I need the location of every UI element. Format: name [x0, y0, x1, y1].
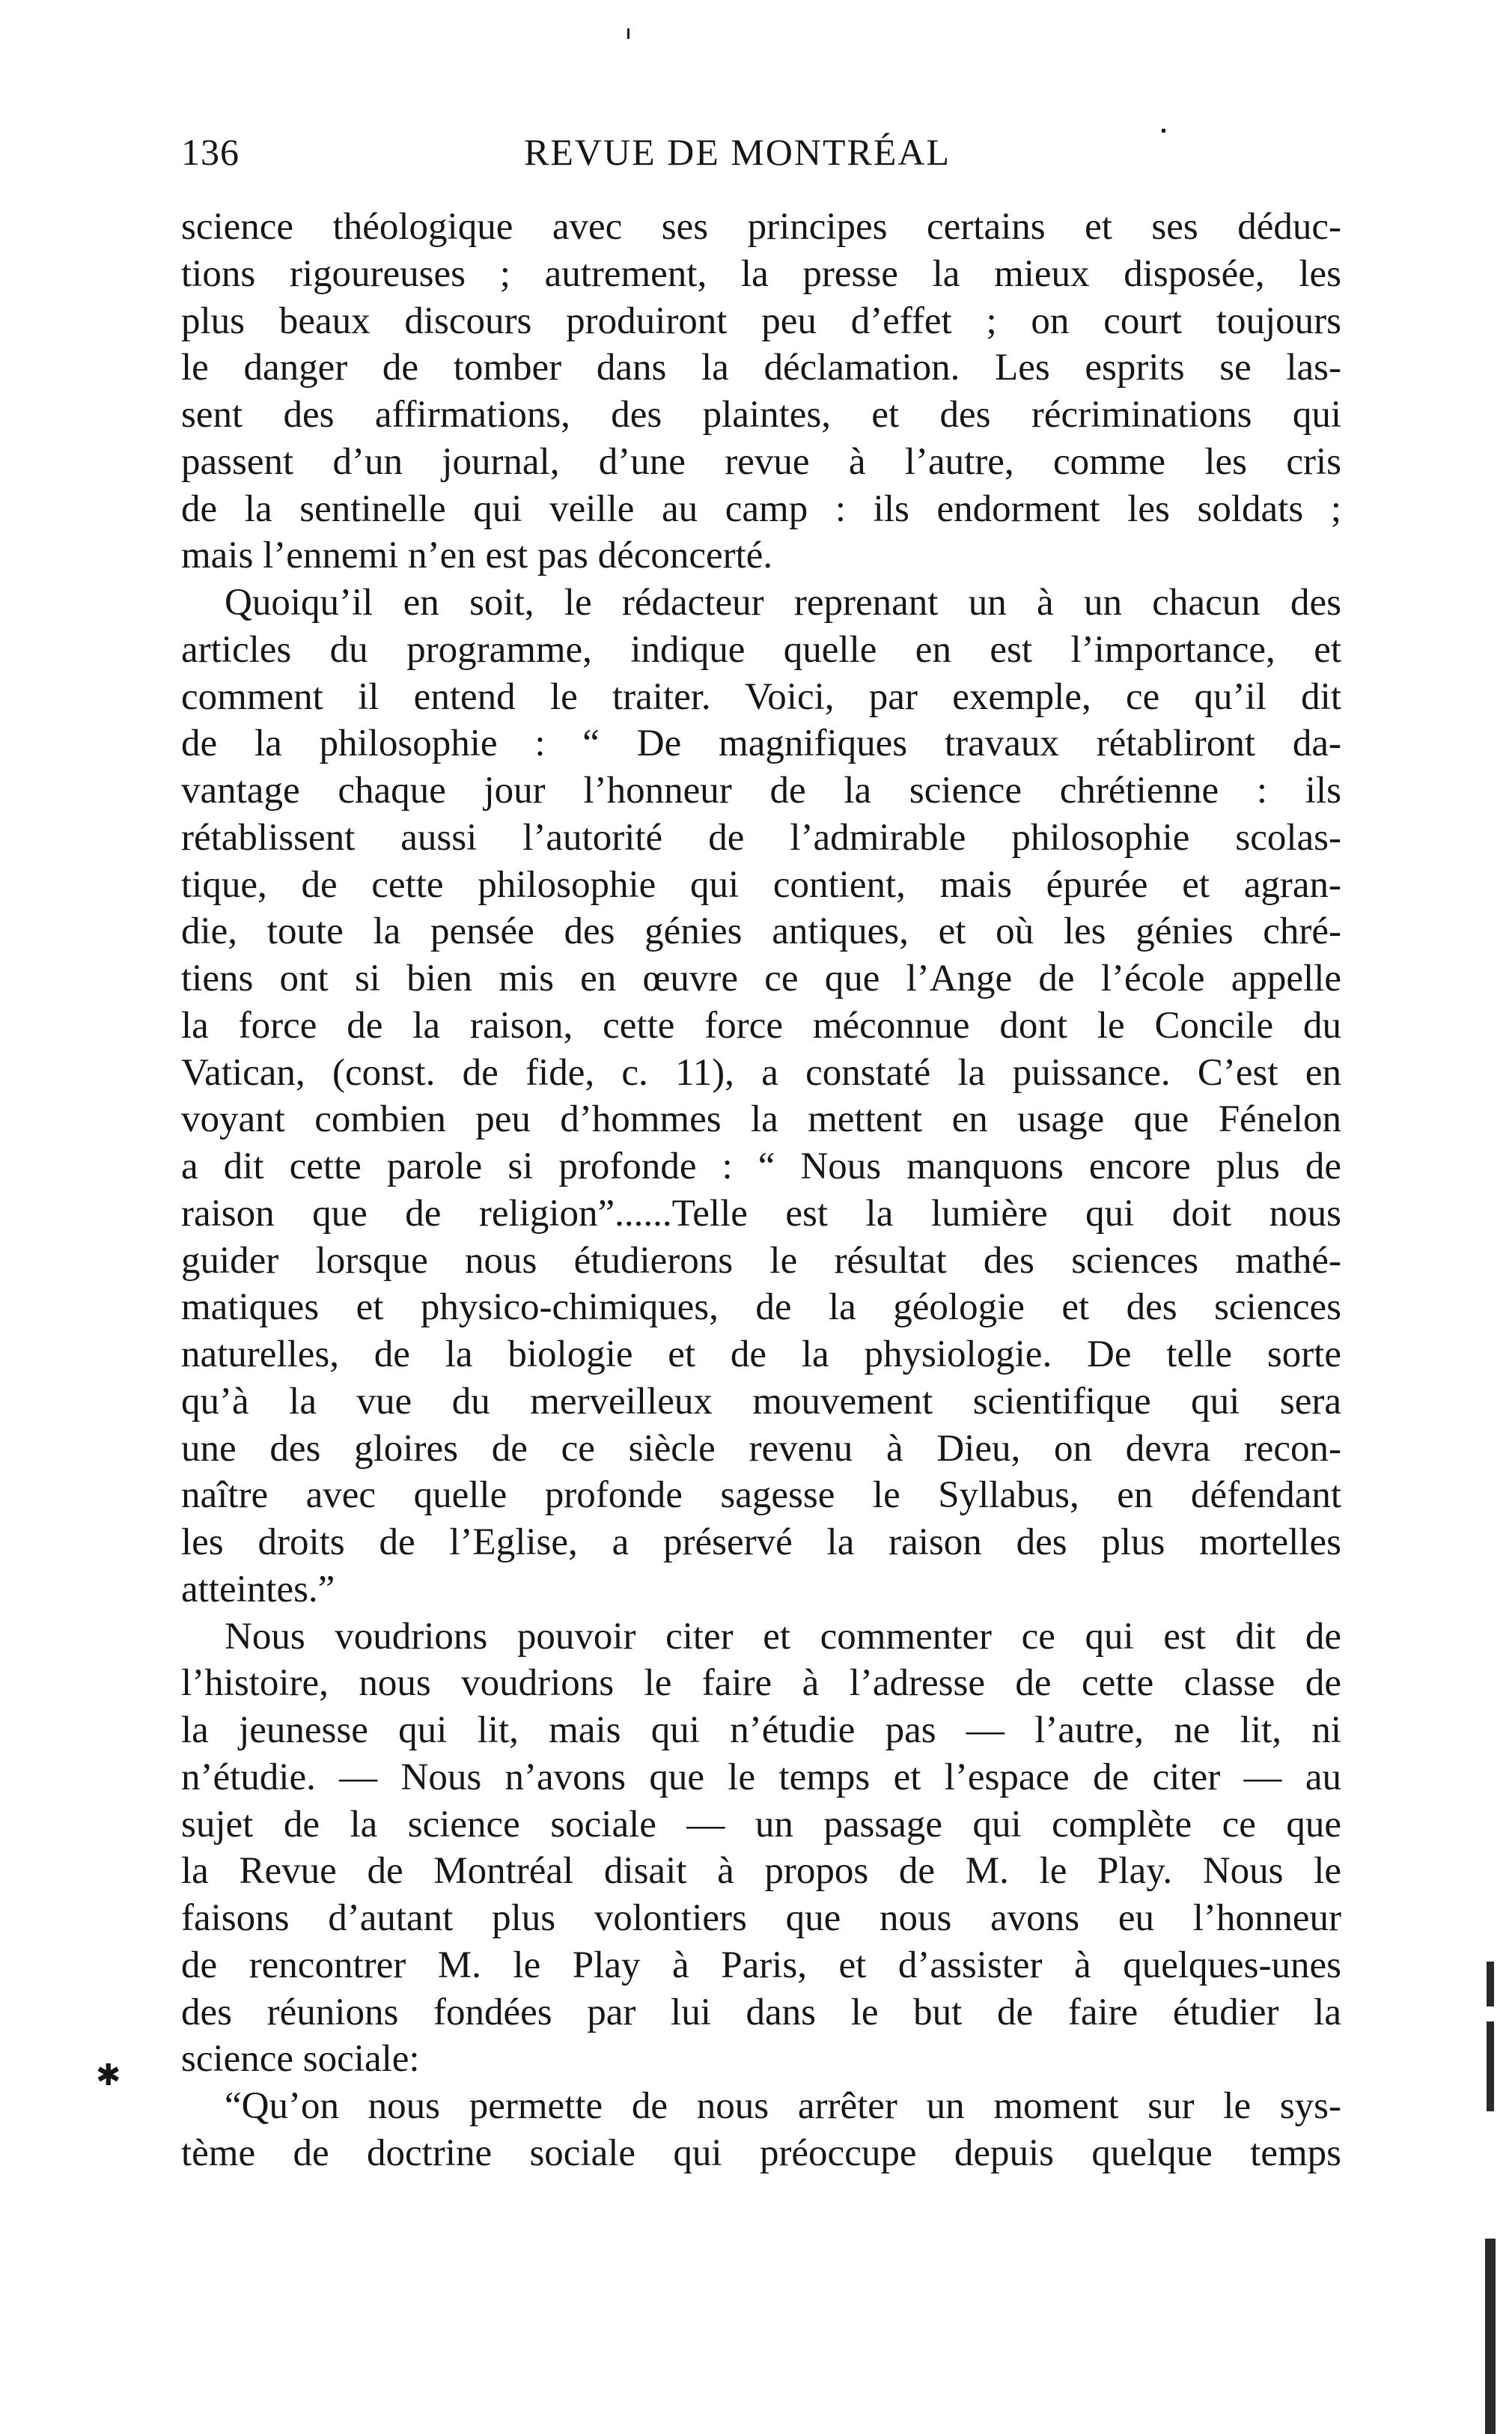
- paragraph-start: Nous voudrions pouvoir citer et commenter ce qui est dit de: [225, 1615, 1341, 1658]
- text-line: l’histoire, nous voudrions le faire à l’adresse de cette classe de: [181, 1662, 1341, 1705]
- page-number: 136: [181, 131, 240, 173]
- text-line: die, toute la pensée des génies antiques, et où les génies chré-: [181, 910, 1341, 953]
- text-line: qu’à la vue du merveilleux mouvement scientifique qui sera: [181, 1380, 1341, 1423]
- text-line: science sociale:: [181, 2038, 420, 2081]
- text-line: tions rigoureuses ; autrement, la presse la mieux disposée, les: [181, 252, 1341, 295]
- text-line: sent des affirmations, des plaintes, et des récriminations qui: [181, 394, 1341, 436]
- text-line: science théologique avec ses principes certains et ses déduc-: [181, 206, 1341, 248]
- paragraph-start: “Qu’on nous permette de nous arrêter un moment sur le sys-: [225, 2085, 1341, 2127]
- ink-speck: [1162, 129, 1165, 133]
- text-line: comment il entend le traiter. Voici, par exemple, ce qu’il dit: [181, 675, 1341, 718]
- margin-asterisk-mark: ✱: [96, 2058, 121, 2092]
- running-head: [181, 126, 1341, 178]
- ink-speck: [627, 28, 630, 39]
- text-line: voyant combien peu d’hommes la mettent en usage que Fénelon: [181, 1098, 1341, 1141]
- text-line: naître avec quelle profonde sagesse le Syllabus, en défendant: [181, 1474, 1341, 1517]
- text-line: la force de la raison, cette force méconnue dont le Concile du: [181, 1004, 1341, 1047]
- text-line: les droits de l’Eglise, a préservé la raison des plus mortelles: [181, 1521, 1341, 1563]
- text-line: une des gloires de ce siècle revenu à Dieu, on devra recon-: [181, 1427, 1341, 1470]
- text-line: passent d’un journal, d’une revue à l’autre, comme les cris: [181, 440, 1341, 483]
- page-edge-shadow: [1487, 2021, 1494, 2111]
- text-line: le danger de tomber dans la déclamation. Les esprits se las-: [181, 347, 1341, 389]
- text-line: la jeunesse qui lit, mais qui n’étudie pas — l’autre, ne lit, ni: [181, 1709, 1341, 1751]
- page-edge-shadow: [1485, 2239, 1496, 2434]
- text-line: tique, de cette philosophie qui contient, mais épurée et agran-: [181, 863, 1341, 906]
- text-line: n’étudie. — Nous n’avons que le temps et l’espace de citer — au: [181, 1756, 1341, 1798]
- page-edge-shadow: [1487, 1962, 1494, 2006]
- text-line: atteintes.”: [181, 1568, 335, 1610]
- body-text: [181, 204, 1341, 2177]
- text-line: matiques et physico-chimiques, de la géologie et des sciences: [181, 1286, 1341, 1329]
- text-line: de la sentinelle qui veille au camp : ils endorment les soldats ;: [181, 487, 1341, 530]
- text-line: Vatican, (const. de fide, c. 11), a constaté la puissance. C’est en: [181, 1051, 1341, 1094]
- text-line: raison que de religion”......Telle est la lumière qui doit nous: [181, 1192, 1341, 1235]
- text-line: sujet de la science sociale — un passage qui complète ce que: [181, 1803, 1341, 1846]
- text-line: de rencontrer M. le Play à Paris, et d’assister à quelques-unes: [181, 1944, 1341, 1986]
- text-line: plus beaux discours produiront peu d’effet ; on court toujours: [181, 299, 1341, 342]
- text-line: tème de doctrine sociale qui préoccupe depuis quelque temps: [181, 2132, 1341, 2174]
- journal-title: REVUE DE MONTRÉAL: [524, 131, 951, 173]
- text-line: rétablissent aussi l’autorité de l’admirable philosophie scolas-: [181, 816, 1341, 859]
- text-line: a dit cette parole si profonde : “ Nous manquons encore plus de: [181, 1145, 1341, 1187]
- paragraph-start: Quoiqu’il en soit, le rédacteur reprenant un à un chacun des: [225, 582, 1341, 624]
- text-line: de la philosophie : “ De magnifiques travaux rétabliront da-: [181, 722, 1341, 765]
- text-line: faisons d’autant plus volontiers que nous avons eu l’honneur: [181, 1897, 1341, 1939]
- text-line: des réunions fondées par lui dans le but de faire étudier la: [181, 1991, 1341, 2033]
- text-line: naturelles, de la biologie et de la physiologie. De telle sorte: [181, 1333, 1341, 1375]
- text-line: tiens ont si bien mis en œuvre ce que l’Ange de l’école appelle: [181, 958, 1341, 1000]
- text-line: mais l’ennemi n’en est pas déconcerté.: [181, 535, 773, 577]
- text-line: articles du programme, indique quelle en est l’importance, et: [181, 628, 1341, 671]
- text-line: vantage chaque jour l’honneur de la science chrétienne : ils: [181, 770, 1341, 812]
- text-line: guider lorsque nous étudierons le résultat des sciences mathé-: [181, 1239, 1341, 1282]
- text-line: la Revue de Montréal disait à propos de M. le Play. Nous le: [181, 1850, 1341, 1893]
